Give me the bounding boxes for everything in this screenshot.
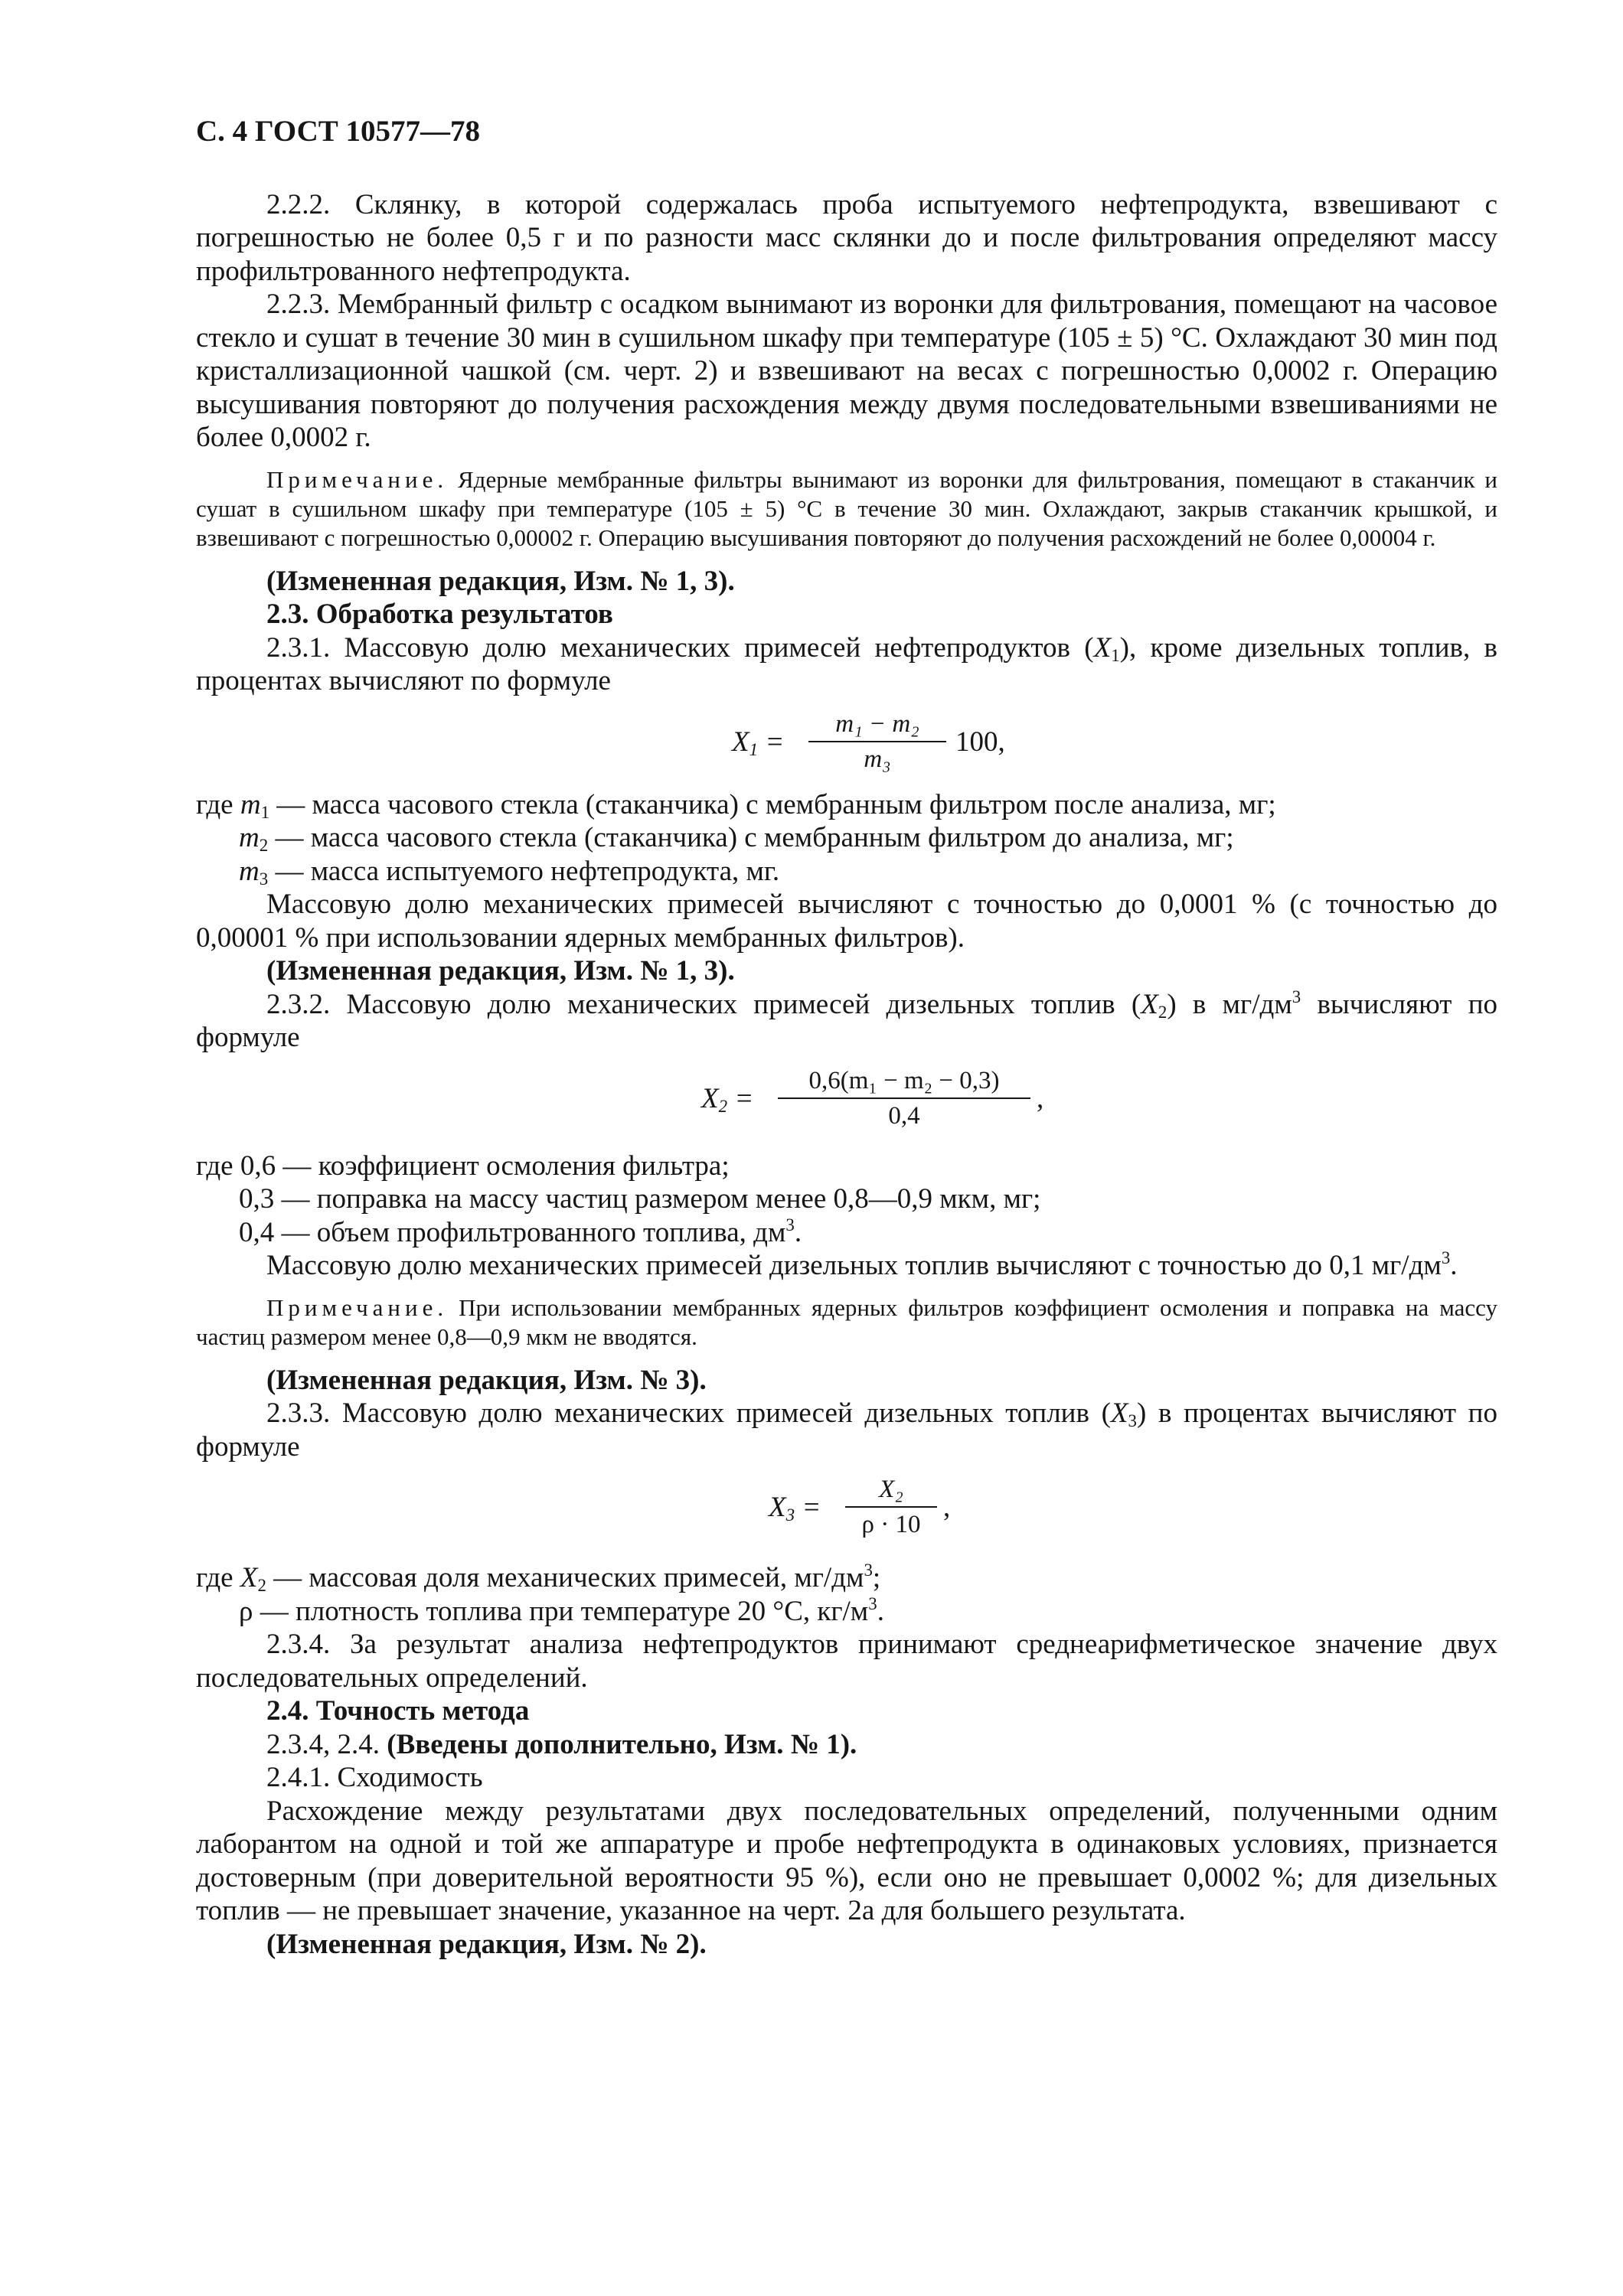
amendment-note: (Измененная редакция, Изм. № 2).	[266, 1928, 707, 1960]
formula-tail: 100,	[955, 726, 1005, 758]
formula-fraction	[845, 1474, 937, 1540]
legend-line: $m_3$ — масса испытуемого нефтепродукта, мг.	[239, 855, 780, 889]
amendment-note: (Измененная редакция, Изм. № 3).	[266, 1364, 707, 1396]
added-note: 2.3.4, 2.4. (Введены дополнительно, Изм. № 1).	[266, 1728, 857, 1760]
formula-x3	[196, 1474, 1497, 1551]
legend-line: 0,4 — объем профильтрованного топлива, $дм^3$.	[239, 1215, 802, 1248]
formula-tail: ,	[943, 1492, 951, 1523]
legend-line: где $m_1$ — масса часового стекла (стаканчика) с мембранным фильтром после анализа, мг;	[196, 788, 1276, 822]
document-page	[196, 115, 1497, 1961]
paragraph-2-3-1: 2.3.1. Массовую долю механических примесей нефтепродуктов $(X_1)$, кроме дизельных топлив, в процентах вычисляют по формуле	[196, 631, 1498, 696]
paragraph-2-4-1: 2.4.1. Сходимость	[266, 1762, 483, 1793]
formula-lhs: $X_1$ =	[732, 726, 785, 759]
formula-denominator: m₃	[864, 745, 891, 773]
formula-numerator: 0,6(m₁ − m₂ − 0,3)	[778, 1065, 1030, 1099]
page-header: С. 4 ГОСТ 10577—78	[196, 115, 480, 148]
formula-denominator: ρ · 10	[861, 1511, 921, 1538]
formula-lhs: $X_2$ =	[701, 1082, 754, 1116]
formula-denominator: 0,4	[888, 1101, 920, 1130]
amendment-note: (Измененная редакция, Изм. № 1, 3).	[266, 565, 735, 597]
formula-fraction	[808, 709, 946, 775]
section-heading-2-3: 2.3. Обработка результатов	[266, 598, 613, 630]
formula-x1	[196, 709, 1497, 778]
section-heading-2-4: 2.4. Точность метода	[266, 1695, 530, 1727]
precision-paragraph: Массовую долю механических примесей вычисляют с точностью до 0,0001 % (с точностью до 0,00001 % при использовании ядерных мембранных фильтров).	[196, 889, 1497, 954]
legend-line: 0,3 — поправка на массу частиц размером менее 0,8—0,9 мкм, мг;	[239, 1183, 1041, 1215]
precision-paragraph: Массовую долю механических примесей дизельных топлив вычисляют с точностью до 0,1 $мг/дм^3$.	[266, 1248, 1458, 1281]
note-1	[196, 465, 1497, 553]
paragraph-2-3-3: 2.3.3. Массовую долю механических примесей дизельных топлив $(X_3)$ в процентах вычисляют по формуле	[196, 1397, 1497, 1463]
legend-line: где 0,6 — коэффициент осмоления фильтра;	[196, 1150, 730, 1182]
formula-x2	[196, 1065, 1497, 1139]
note-label: Примечание.	[266, 465, 449, 493]
paragraph-2-3-4: 2.3.4. За результат анализа нефтепродуктов принимают среднеарифметическое значение двух последовательных определений.	[196, 1629, 1497, 1694]
formula-lhs: $X_3$ =	[769, 1492, 821, 1525]
paragraph-2-2-2: 2.2.2. Склянку, в которой содержалась проба испытуемого нефтепродукта, взвешивают с погрешностью не более 0,5 г и по разности масс склянки до и после фильтрования определяют массу профильтрованного нефтепродукта.	[196, 188, 1497, 287]
note-2	[196, 1293, 1497, 1352]
formula-numerator: m₁ − m₂	[808, 709, 946, 742]
legend-line: ρ — плотность топлива при температуре 20 °С, $кг/м^3$.	[239, 1593, 884, 1627]
note-label: Примечание.	[266, 1293, 449, 1321]
note-text: Ядерные мембранные фильтры вынимают из воронки для фильтрования, помещают в стаканчик и сушат в сушильном шкафу при температуре (105 ± 5) °С в течение 30 мин. Охлаждают, закрыв стаканчик крышкой, и взвешивают с погрешностью 0,00002 г. Операцию высушивания повторяют до получения расхождений не более 0,00004 г.	[196, 465, 1497, 551]
formula-numerator: X₂	[845, 1474, 937, 1508]
legend-line: $m_2$ — масса часового стекла (стаканчика) с мембранным фильтром до анализа, мг;	[239, 822, 1234, 855]
convergence-paragraph: Расхождение между результатами двух последовательных определений, полученными одним лаборантом на одной и той же аппаратуре и пробе нефтепродукта в одинаковых условиях, признается достоверным (при доверительной вероятности 95 %), если оно не превышает 0,0002 %; для дизельных топлив — не превышает значение, указанное на черт. 2а для большего результата.	[196, 1795, 1497, 1926]
legend-line: где $X_2$ — массовая доля механических примесей, $мг/дм^3$;	[196, 1561, 881, 1595]
amendment-note: (Измененная редакция, Изм. № 1, 3).	[266, 955, 735, 987]
formula-tail: ,	[1037, 1082, 1044, 1114]
paragraph-2-2-3: 2.2.3. Мембранный фильтр с осадком вынимают из воронки для фильтрования, помещают на часовое стекло и сушат в течение 30 мин в сушильном шкафу при температуре (105 ± 5) °С. Охлаждают 30 мин под кристаллизационной чашкой (см. черт. 2) и взвешивают на весах с погрешностью 0,0002 г. Операцию высушивания повторяют до получения расхождения между двумя последовательными взвешиваниями не более 0,0002 г.	[196, 289, 1497, 453]
paragraph-2-3-2: 2.3.2. Массовую долю механических примесей дизельных топлив $(X_2)$ в $мг/дм^3$ вычисляют по формуле	[196, 987, 1497, 1053]
note-text: При использовании мембранных ядерных фильтров коэффициент осмоления и поправка на массу частиц размером менее 0,8—0,9 мкм не вводятся.	[196, 1293, 1497, 1350]
formula-fraction	[778, 1065, 1030, 1131]
